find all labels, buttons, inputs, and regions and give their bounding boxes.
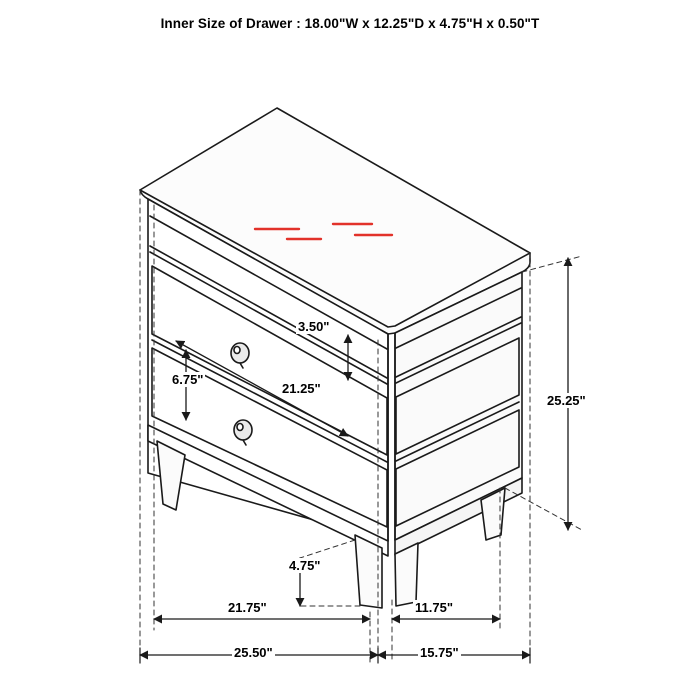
ext-line-height-bottom	[505, 488, 582, 530]
page-title: Inner Size of Drawer : 18.00"W x 12.25"D x 4.75"H x 0.50"T	[160, 16, 540, 31]
dim-label-leg-height: 4.75"	[289, 558, 321, 573]
ext-line-height-top	[522, 256, 582, 272]
dim-label-overall-side-depth: 15.75"	[420, 645, 459, 660]
dim-label-overall-front-width: 25.50"	[234, 645, 273, 660]
dim-label-front-width-inner: 21.75"	[228, 600, 267, 615]
dim-label-drawer-front-height: 3.50"	[298, 319, 330, 334]
leg-front-center-b	[395, 543, 418, 606]
ext-line-leg-top	[300, 540, 355, 558]
dim-label-overall-height: 25.25"	[547, 393, 586, 408]
drawer-1-knob-highlight	[234, 347, 240, 354]
drawer-2-knob-highlight	[237, 424, 243, 431]
dim-label-drawer-width: 21.25"	[282, 381, 321, 396]
dim-label-side-depth-inner: 11.75"	[415, 600, 453, 615]
dim-label-drawer-lower-height: 6.75"	[172, 372, 204, 387]
